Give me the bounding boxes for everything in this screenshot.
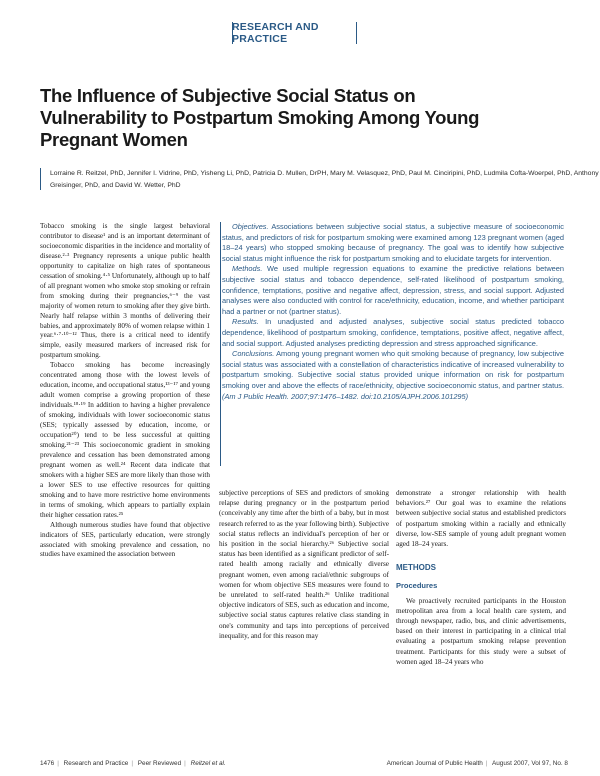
middle-paragraph-1: subjective perceptions of SES and predictors of smoking relapse during pregnancy or in the postpartum period (conceivably any time after the birth of a baby, but in most research referred to as the year following birth). Subjective social status reflects an individual's perception of her or his position in the social hierarchy.²⁶ Subjective social status has been identified as a significant predictor of self-rated health among racially and ethnically diverse pregnant women, even among racial/ethnic subgroups of women for whom objective SES measures were found to be unrelated to self-rated health.²⁶ Unlike traditional objective indicators of SES, such as education and income, subjective social status captures relative class standing in one's community and taps into perceptions of perceived inequality, and for this reason may [219,489,389,640]
right-column [396,488,566,667]
abstract-objectives-text: Associations between subjective social status, a subjective measure of socioeconomic status, and predictors of risk for postpartum smoking were examined among 123 pregnant women (aged 18–24 years) who stopped smoking because of pregnancy. The goal was to identify how subjective social status might influence the risk for postpartum smoking and to elucidate targets for intervention. [222,222,564,263]
right-paragraph-1: demonstrate a stronger relationship with health behaviors.²⁷ Our goal was to examine the relations between subjective social status and established predictors of postpartum smoking within a racially and ethnically diverse, low-SES sample of young adult pregnant women aged 18–24 years. [396,489,566,549]
abstract-objectives-label: Objectives. [232,222,269,231]
footer-author: Reitzel et al. [190,760,226,767]
abstract-methods [222,264,564,317]
section-band [232,22,356,44]
author-rule [40,168,41,190]
abstract-rule [220,222,221,466]
page-footer [40,760,568,767]
intro-column [40,222,210,560]
footer-journal: American Journal of Public Health [386,760,483,767]
author-list: Lorraine R. Reitzel, PhD, Jennifer I. Vidrine, PhD, Yisheng Li, PhD, Patricia D. Mullen, DrPH, Mary M. Velasquez, PhD, Paul M. Cinciripini, PhD, Ludmila Cofta-Woerpel, PhD, Anthony Greisinger, PhD, and David W. Wetter, PhD [50,170,599,189]
abstract-results-text: In unadjusted and adjusted analyses, subjective social status predicted tobacco dependence, likelihood of postpartum smoking, confidence, temptations, positive affect, negative affect, and social support. Adjusted analyses predicting depression and stress approached significance. [222,317,564,348]
procedures-paragraph: We proactively recruited participants in the Houston metropolitan area from a local health care system, and through newspaper, radio, bus, and clinic advertisements, based on their interest in participating in a clinical trial evaluating a postpartum smoking relapse prevention treatment. Participants for this study were a subset of women aged 18–24 years who [396,596,566,666]
intro-paragraph-2: Tobacco smoking has become increasingly concentrated among those with the lowest levels of education, income, and occupational status,¹³⁻¹⁷ and young adult women comprise a growing proportion of these individuals.¹⁸·¹⁹ In addition to having a higher prevalence of smoking, individuals with lower socioeconomic status (SES; typically assessed by education, income, or occupation²⁰) tend to be less successful at quitting smoking.²¹⁻²³ This socioeconomic gradient in smoking prevalence and cessation has been demonstrated among pregnant women as well.²⁴ Recent data indicate that smokers with a higher SES are more likely than those with a lower SES to use effective resources for quitting smoking and to have more restrictive home environments in terms of smoking, which appears to partially explain their higher cessation rates.²⁵ [40,361,210,519]
abstract-conclusions-label: Conclusions. [232,349,275,359]
intro-paragraph-3: Although numerous studies have found that objective indicators of SES, particularly education, were strongly associated with smoking prevalence and cessation, no studies have examined the association between [40,520,210,559]
abstract-conclusions [222,349,564,402]
middle-column [219,488,389,641]
article-title: The Influence of Subjective Social Status on Vulnerability to Postpartum Smoking Among Young Pregnant Women [40,85,480,150]
abstract-conclusions-text: Among young pregnant women who quit smoking because of pregnancy, low subjective social status was associated with a constellation of characteristics indicative of increased vulnerability to postpartum smoking. Subjective social status provided unique information on risk for postpartum smoking over and above the effects of race/ethnicity, objective socioeconomic status, and partner status. [222,349,564,390]
footer-separator: | [485,760,488,767]
footer-separator: | [57,760,59,767]
section-label: RESEARCH AND PRACTICE [232,21,319,45]
footer-separator: | [184,760,186,767]
footer-issue: August 2007, Vol 97, No. 8 [491,760,568,767]
footer-section: Research and Practice [63,760,129,767]
abstract-results [222,317,564,349]
abstract-methods-label: Methods. [232,264,263,274]
footer-separator: | [131,760,133,767]
footer-right [387,760,568,767]
section-band-right-rule [356,22,357,44]
footer-left [40,760,226,767]
abstract-results-label: Results. [232,317,259,327]
footer-review: Peer Reviewed [137,760,182,767]
abstract-objectives [222,222,564,264]
intro-paragraph-1: Tobacco smoking is the single largest behavioral contributor to disease¹ and is an important determinant of socioeconomic disparities in the incidence and mortality of disease.²·³ Pregnancy represents a unique public health opportunity to capitalize on high rates of spontaneous cessation of smoking.⁴·⁵ Unfortunately, although up to half of all pregnant women who smoke stop smoking or refrain from smoking during their pregnancies,⁶⁻⁹ the vast majority of women return to smoking after they give birth. Nearly half relapse within 3 months of delivering their babies, and approximately 80% of women relapse within 1 year.⁶·⁷·¹⁰⁻¹² Thus, there is a critical need to identify simple, easily measured markers of increased risk for postpartum smoking. [40,222,210,360]
procedures-heading: Procedures [396,581,438,591]
page-number: 1476 [40,760,55,767]
methods-heading: METHODS [396,563,436,573]
abstract-citation: (Am J Public Health. 2007;97:1476–1482. doi:10.2105/AJPH.2006.101295) [222,391,469,401]
abstract-methods-text: We used multiple regression equations to examine the predictive relations between subjective social status and tobacco dependence, self-rated likelihood of postpartum smoking, confidence, temptations, positive and negative affect, depression, stress, and social support. Adjusted analyses were also conducted with control for race/ethnicity, education, income, and whether participant had a partner or not (partner status). [222,264,564,316]
abstract [222,222,564,402]
